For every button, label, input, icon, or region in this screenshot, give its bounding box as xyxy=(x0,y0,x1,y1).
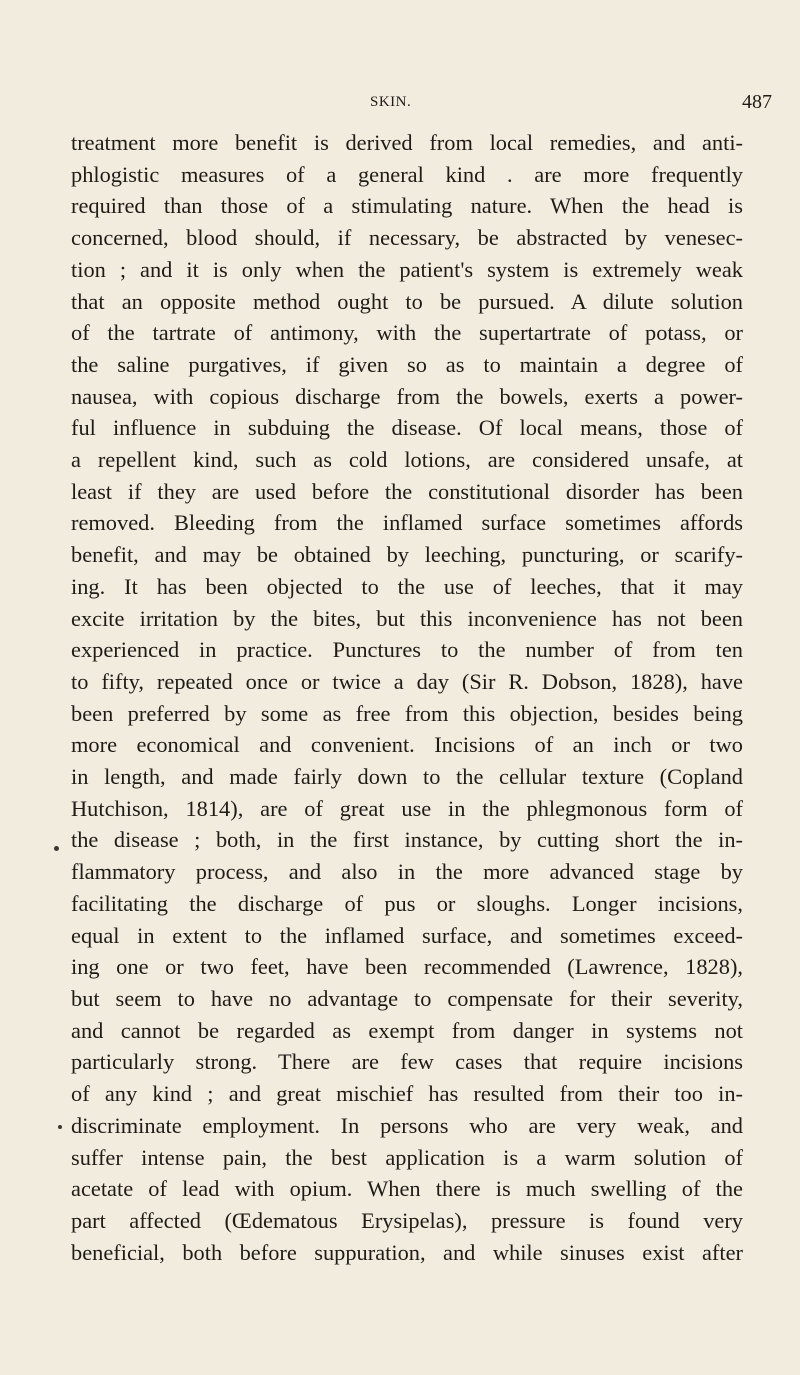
text-line: the disease ; both, in the first instance, by cutting short the in- xyxy=(71,827,743,853)
text-line: that an opposite method ought to be pursued. A dilute solution xyxy=(71,288,743,314)
text-line: ing. It has been objected to the use of leeches, that it may xyxy=(71,573,743,599)
text-line: experienced in practice. Punctures to the number of from ten xyxy=(71,637,743,663)
text-line: in length, and made fairly down to the cellular texture (Copland xyxy=(71,764,743,790)
text-line: acetate of lead with opium. When there is much swelling of the xyxy=(71,1176,743,1202)
text-line: ful influence in subduing the disease. Of local means, those of xyxy=(71,415,743,441)
text-line: discriminate employment. In persons who are very weak, and xyxy=(71,1112,743,1138)
text-line: excite irritation by the bites, but this inconvenience has not been xyxy=(71,605,743,631)
text-line: equal in extent to the inflamed surface, and sometimes exceed- xyxy=(71,922,743,948)
text-line: been preferred by some as free from this objection, besides being xyxy=(71,700,743,726)
scan-speck xyxy=(58,1125,62,1129)
text-line: treatment more benefit is derived from local remedies, and anti- xyxy=(71,130,743,155)
running-head xyxy=(0,91,800,118)
section-title: SKIN. xyxy=(370,94,412,110)
text-line: nausea, with copious discharge from the bowels, exerts a power- xyxy=(71,383,743,409)
text-line: least if they are used before the constitutional disorder has been xyxy=(71,478,743,504)
text-line: more economical and convenient. Incisions of an inch or two xyxy=(71,732,743,758)
text-line: but seem to have no advantage to compensate for their severity, xyxy=(71,985,743,1011)
text-line: benefit, and may be obtained by leeching, puncturing, or scarify- xyxy=(71,542,743,568)
text-line: concerned, blood should, if necessary, be abstracted by venesec- xyxy=(71,225,743,251)
text-line: beneficial, both before suppuration, and while sinuses exist after xyxy=(71,1239,743,1265)
text-line: Hutchison, 1814), are of great use in the phlegmonous form of xyxy=(71,795,743,821)
text-line: phlogistic measures of a general kind . are more frequently xyxy=(71,161,743,187)
text-line: and cannot be regarded as exempt from danger in systems not xyxy=(71,1017,743,1043)
text-line: of the tartrate of antimony, with the supertartrate of potass, or xyxy=(71,320,743,346)
text-line: to fifty, repeated once or twice a day (Sir R. Dobson, 1828), have xyxy=(71,668,743,694)
text-line: the saline purgatives, if given so as to maintain a degree of xyxy=(71,351,743,377)
text-line: ing one or two feet, have been recommended (Lawrence, 1828), xyxy=(71,954,743,980)
body-text xyxy=(71,127,743,1268)
text-line: facilitating the discharge of pus or sloughs. Longer incisions, xyxy=(71,890,743,916)
text-line: removed. Bleeding from the inflamed surface sometimes affords xyxy=(71,510,743,536)
text-line: tion ; and it is only when the patient's system is extremely weak xyxy=(71,256,743,282)
text-line: part affected (Œdematous Erysipelas), pressure is found very xyxy=(71,1207,743,1233)
text-line: of any kind ; and great mischief has resulted from their too in- xyxy=(71,1081,743,1107)
text-line: flammatory process, and also in the more advanced stage by xyxy=(71,859,743,885)
page-number: 487 xyxy=(742,91,772,113)
scan-speck xyxy=(54,846,59,851)
text-line: particularly strong. There are few cases that require incisions xyxy=(71,1049,743,1075)
text-line: suffer intense pain, the best application is a warm solution of xyxy=(71,1144,743,1170)
text-line: required than those of a stimulating nature. When the head is xyxy=(71,193,743,219)
text-line: a repellent kind, such as cold lotions, are considered unsafe, at xyxy=(71,447,743,473)
